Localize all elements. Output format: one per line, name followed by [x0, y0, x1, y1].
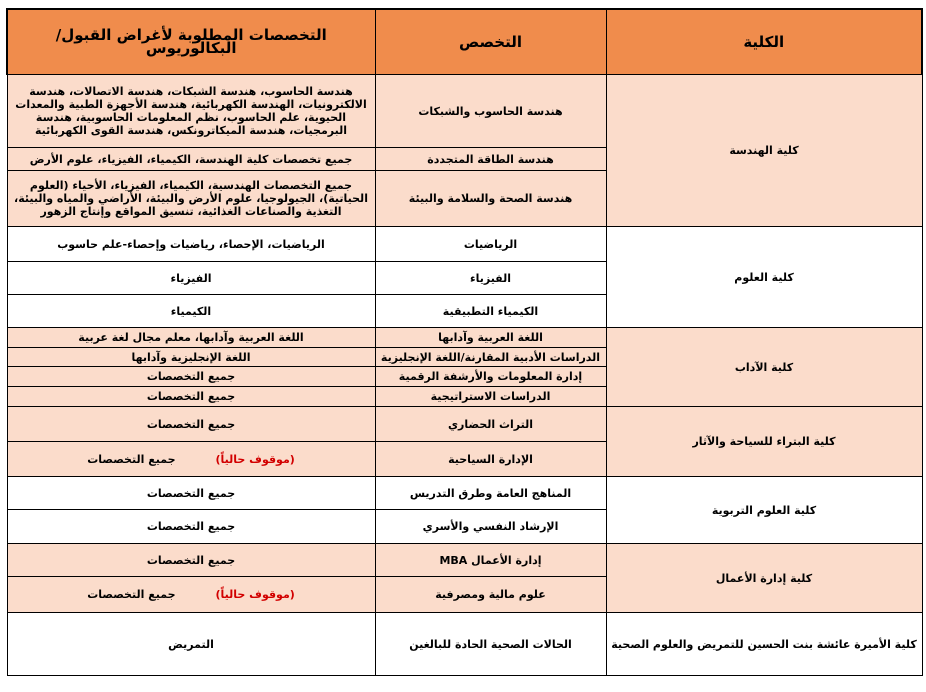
header-specialization: التخصص [375, 9, 606, 75]
specialization-cell: إدارة الأعمال MBA [375, 544, 606, 577]
required-cell [7, 442, 375, 477]
specialization-cell: إدارة المعلومات والأرشفة الرقمية [375, 367, 606, 387]
specialization-cell: الفيزياء [375, 262, 606, 295]
required-cell: الكيمياء [7, 295, 375, 328]
admission-table [6, 8, 923, 676]
specialization-cell: هندسة الطاقة المتجددة [375, 148, 606, 171]
required-cell: اللغة الإنجليزية وآدابها [7, 348, 375, 367]
required-cell: جميع التخصصات [7, 510, 375, 544]
required-cell: جميع التخصصات [7, 477, 375, 510]
specialization-cell: التراث الحضاري [375, 407, 606, 442]
required-text: جميع التخصصات [87, 452, 176, 466]
required-cell: جميع التخصصات [7, 367, 375, 387]
specialization-cell: المناهج العامة وطرق التدريس [375, 477, 606, 510]
table-row [7, 544, 922, 577]
table-row [7, 477, 922, 510]
specialization-cell: اللغة العربية وآدابها [375, 328, 606, 348]
table-row [7, 75, 922, 148]
specialization-cell: الإرشاد النفسي والأسري [375, 510, 606, 544]
status-note: (موقوف حالياً) [215, 452, 295, 466]
specialization-cell: الرياضيات [375, 227, 606, 262]
required-cell: التمريض [7, 613, 375, 676]
required-cell: جميع التخصصات [7, 387, 375, 407]
required-cell: الرياضيات، الإحصاء، رياضيات وإحصاء-علم حاسوب [7, 227, 375, 262]
specialization-cell: هندسة الصحة والسلامة والبيئة [375, 171, 606, 227]
specialization-cell: علوم مالية ومصرفية [375, 577, 606, 613]
table-row [7, 613, 922, 676]
required-cell: جميع التخصصات [7, 407, 375, 442]
specialization-cell: الحالات الصحية الحادة للبالغين [375, 613, 606, 676]
header-college: الكلية [606, 9, 922, 75]
college-cell: كلية العلوم التربوية [606, 477, 922, 544]
specialization-cell: الإدارة السياحية [375, 442, 606, 477]
header-required: التخصصات المطلوبة لأغراض القبول/البكالوريوس [7, 9, 375, 75]
specialization-cell: الدراسات الأدبية المقارنة/اللغة الإنجليزية [375, 348, 606, 367]
college-cell: كلية الأميرة عائشة بنت الحسين للتمريض والعلوم الصحية [606, 613, 922, 676]
required-cell: جميع التخصصات [7, 544, 375, 577]
specialization-cell: الدراسات الاستراتيجية [375, 387, 606, 407]
college-cell: كلية الآداب [606, 328, 922, 407]
college-cell: كلية إدارة الأعمال [606, 544, 922, 613]
table-row [7, 227, 922, 262]
specialization-cell: هندسة الحاسوب والشبكات [375, 75, 606, 148]
required-text: جميع التخصصات [87, 588, 176, 601]
table-row [7, 328, 922, 348]
required-cell [7, 577, 375, 613]
required-cell: الفيزياء [7, 262, 375, 295]
status-note: (موقوف حالياً) [215, 588, 295, 601]
college-cell: كلية العلوم [606, 227, 922, 328]
specialization-cell: الكيمياء التطبيقية [375, 295, 606, 328]
table-row [7, 407, 922, 442]
required-cell: جميع تخصصات كلية الهندسة، الكيمياء، الفيزياء، علوم الأرض [7, 148, 375, 171]
required-cell: جميع التخصصات الهندسية، الكيمياء، الفيزياء، الأحياء (العلوم الحياتية)، الجيولوجيا، علوم الأرض والبيئة، الأراضي والمياه والبيئة، التغذية والصناعات الغذائية، تنسيق المواقع وإنتاج الزهور [7, 171, 375, 227]
required-cell: اللغة العربية وآدابها، معلم مجال لغة عربية [7, 328, 375, 348]
college-cell: كلية الهندسة [606, 75, 922, 227]
header-row [7, 9, 922, 75]
required-cell: هندسة الحاسوب، هندسة الشبكات، هندسة الاتصالات، هندسة الالكترونيات، الهندسة الكهربائية، هندسة الأجهزة الطبية والمعدات الحيوية، علم الحاسوب، نظم المعلومات الحاسوبية، هندسة البرمجيات، هندسة الميكاترونكس، هندسة القوى الكهربائية [7, 75, 375, 148]
college-cell: كلية البتراء للسياحة والآثار [606, 407, 922, 477]
